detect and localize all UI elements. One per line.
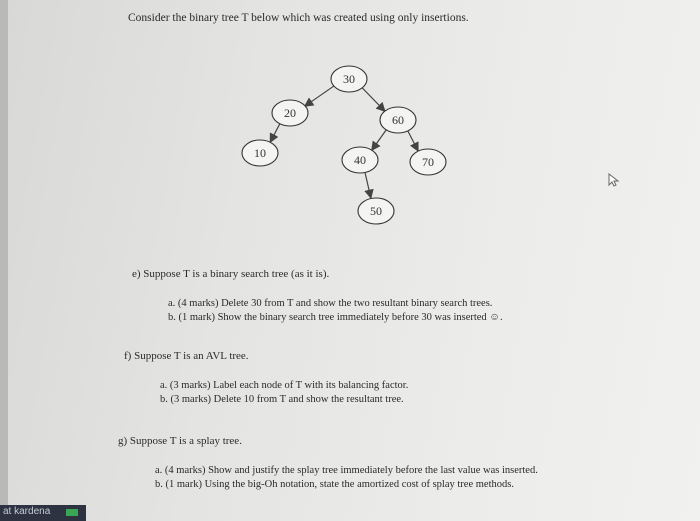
tree-node-label: 10 [254, 146, 266, 160]
question-f-stem: f) Suppose T is an AVL tree. [124, 350, 249, 362]
tree-node-30 [331, 66, 367, 92]
tree-node-20 [272, 100, 308, 126]
tree-node-label: 60 [392, 113, 404, 127]
tree-node-50 [358, 198, 394, 224]
tree-node-label: 50 [370, 204, 382, 218]
question-e-stem: e) Suppose T is a binary search tree (as it is). [132, 268, 330, 280]
tree-node-label: 20 [284, 106, 296, 120]
tree-node-label: 40 [354, 153, 366, 167]
question-e-part-a: a. (4 marks) Delete 30 from T and show the two resultant binary search trees. [168, 298, 493, 309]
footer-badge [66, 509, 78, 516]
tree-edge-n20-n10 [270, 124, 279, 142]
tree-node-60 [380, 107, 416, 133]
tree-edge-n40-n50 [365, 173, 371, 198]
question-f-part-b: b. (3 marks) Delete 10 from T and show the resultant tree. [160, 394, 404, 405]
tree-edge-n30-n20 [305, 86, 334, 106]
question-f-part-a: a. (3 marks) Label each node of T with its balancing factor. [160, 380, 409, 391]
tree-node-label: 70 [422, 155, 434, 169]
question-g-part-b: b. (1 mark) Using the big-Oh notation, state the amortized cost of splay tree methods. [155, 479, 514, 490]
tree-edge-n60-n70 [408, 131, 418, 151]
question-g-part-a: a. (4 marks) Show and justify the splay tree immediately before the last value was inserted. [155, 465, 538, 476]
footer-watermark [0, 505, 86, 521]
binary-tree-diagram [0, 0, 700, 260]
question-g-stem: g) Suppose T is a splay tree. [118, 435, 242, 447]
tree-node-label: 30 [343, 72, 355, 86]
tree-edge-n60-n40 [372, 130, 386, 150]
tree-node-40 [342, 147, 378, 173]
tree-node-10 [242, 140, 278, 166]
footer-text: at kardena [3, 506, 51, 517]
tree-node-70 [410, 149, 446, 175]
question-e-part-b: b. (1 mark) Show the binary search tree immediately before 30 was inserted ☺. [168, 312, 503, 323]
tree-edge-n30-n60 [362, 88, 385, 111]
mouse-pointer-icon [608, 173, 620, 192]
intro-text: Consider the binary tree T below which was created using only insertions. [128, 12, 469, 24]
